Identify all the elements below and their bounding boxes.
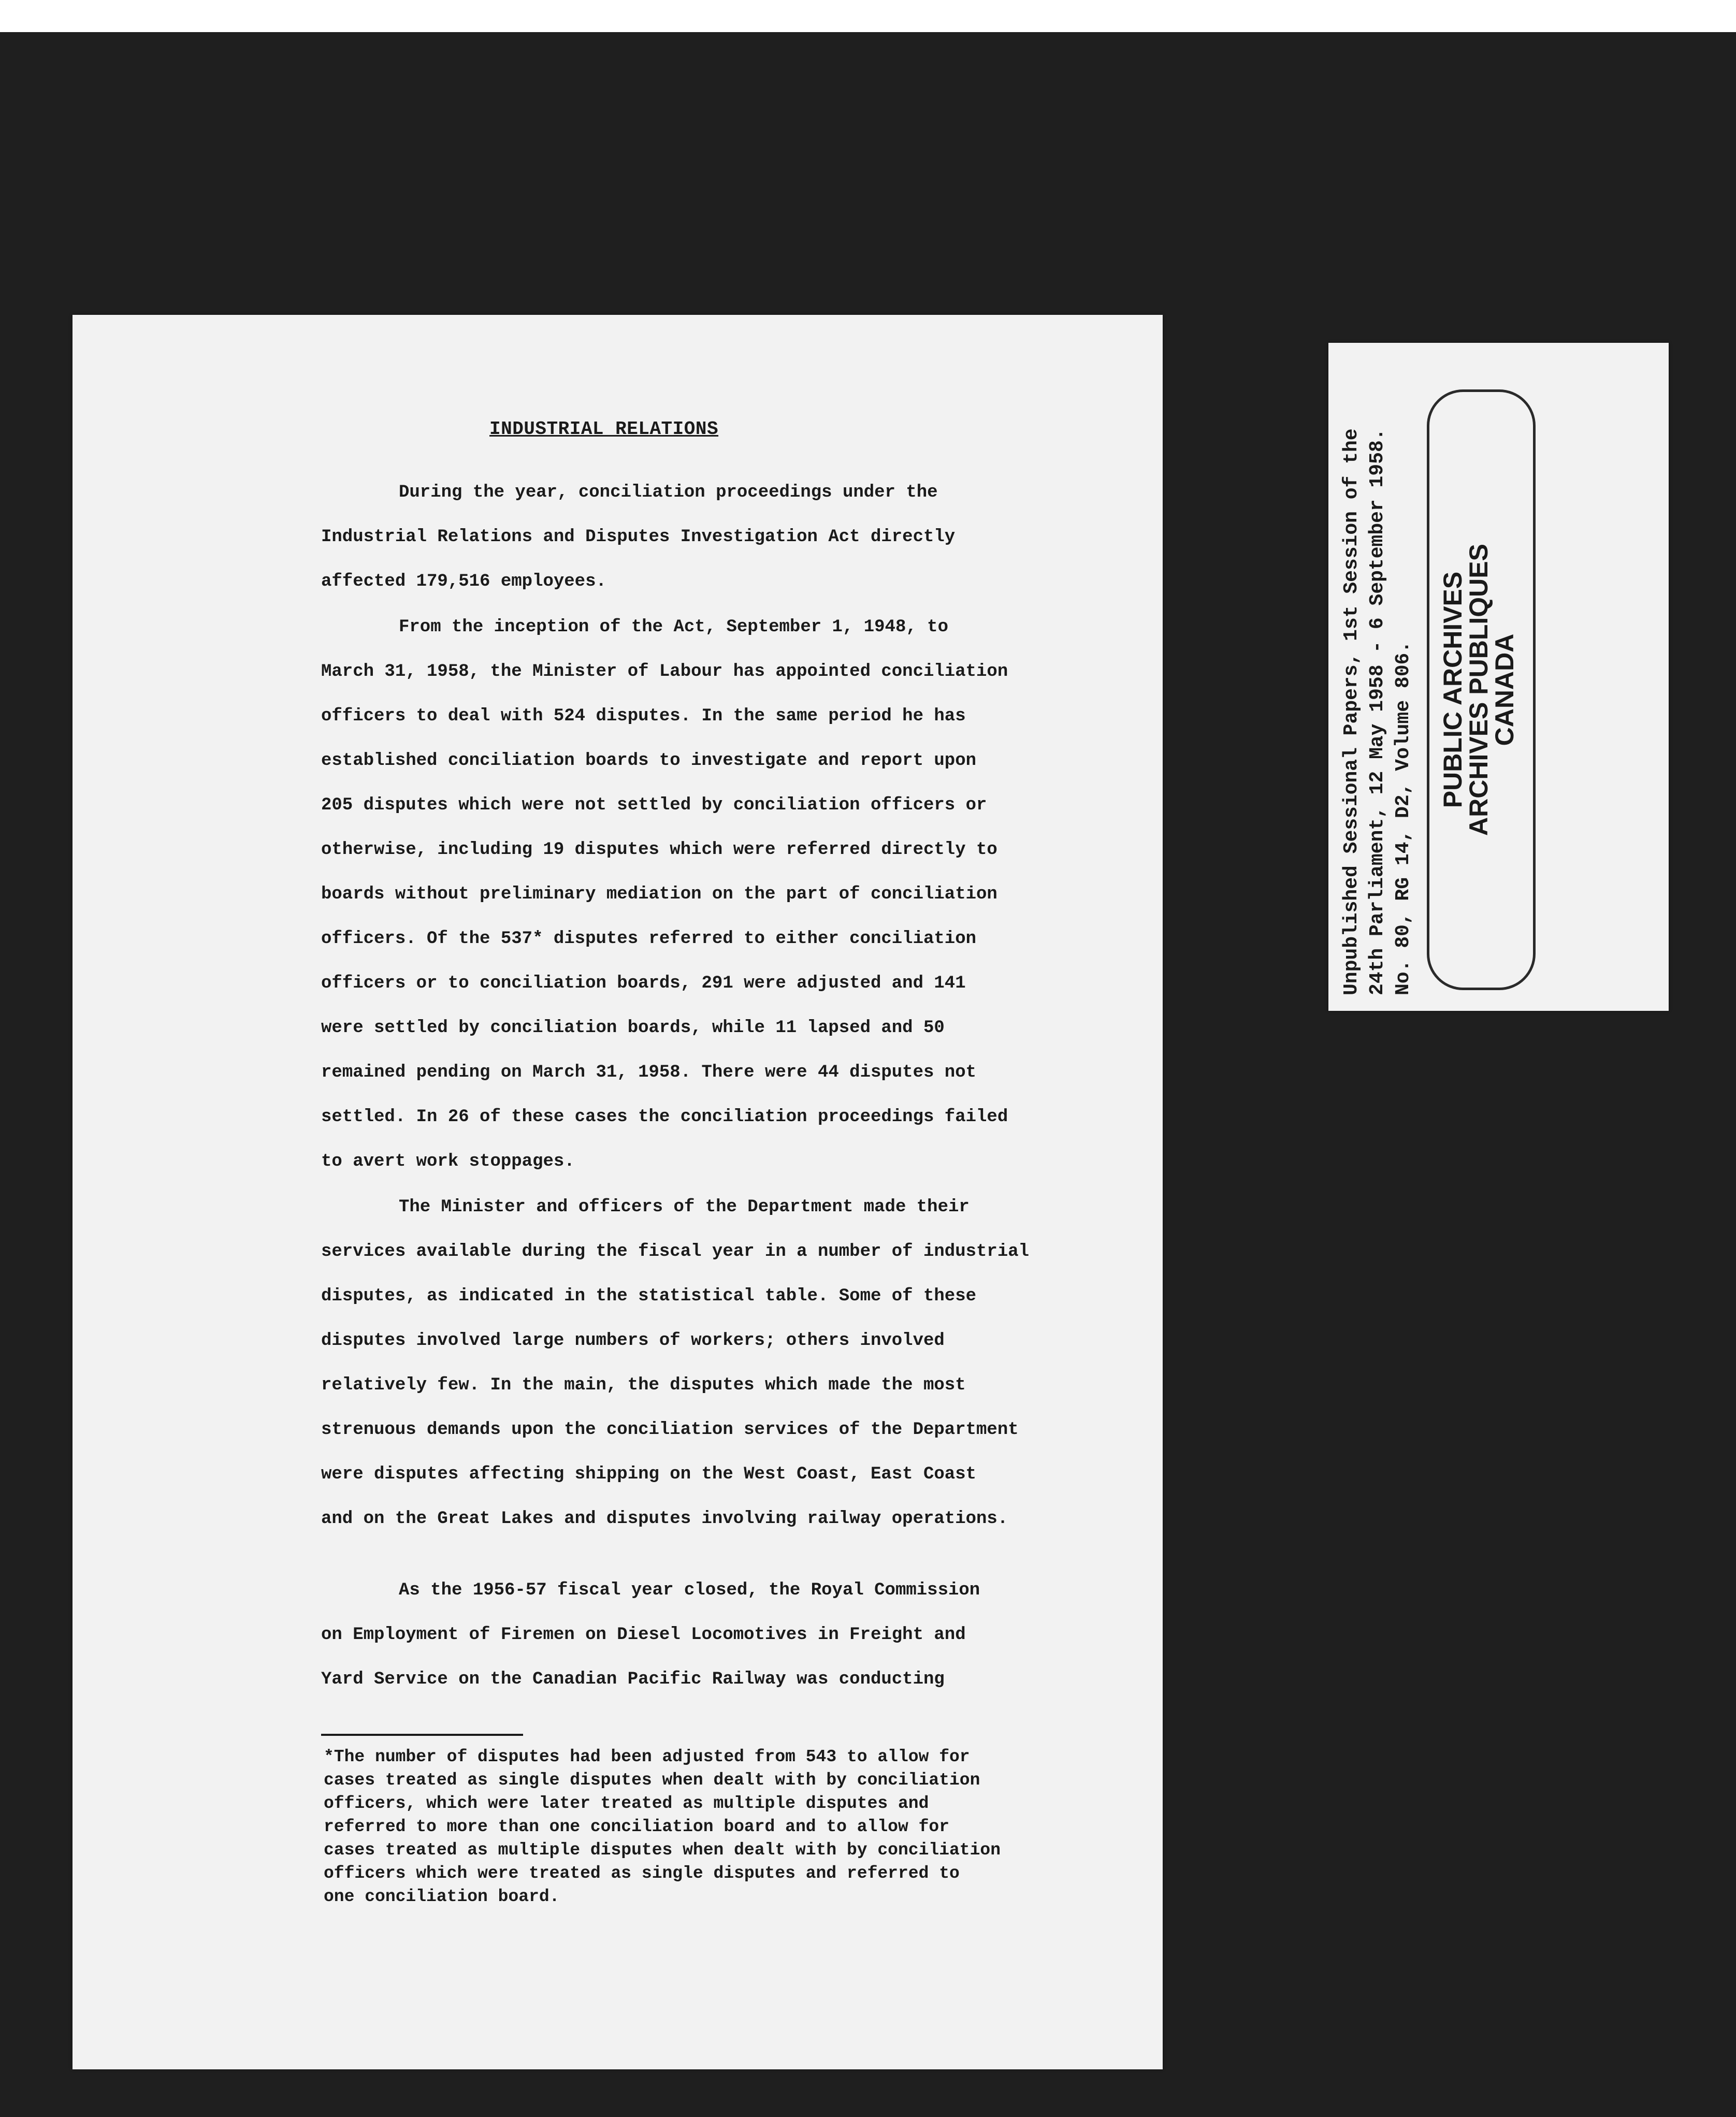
archive-label-content <box>1328 343 1669 1011</box>
text-line: Yard Service on the Canadian Pacific Railway was conducting <box>321 1670 945 1689</box>
citation-line: No. 80, RG 14, D2, Volume 806. <box>1392 641 1414 995</box>
text-line: strenuous demands upon the conciliation services of the Department <box>321 1420 1019 1440</box>
footnote-line: cases treated as single disputes when dealt with by conciliation <box>324 1771 980 1790</box>
text-line: established conciliation boards to investigate and report upon <box>321 751 977 771</box>
footnote <box>324 1745 1152 1908</box>
stamp-line: ARCHIVES PUBLIQUES <box>1464 544 1493 836</box>
footnote-line: *The number of disputes had been adjusted from 543 to allow for <box>324 1747 970 1766</box>
archives-stamp <box>1427 389 1536 990</box>
text-line: otherwise, including 19 disputes which were referred directly to <box>321 840 997 860</box>
stamp-line: CANADA <box>1490 633 1519 746</box>
text-line: were settled by conciliation boards, while 11 lapsed and 50 <box>321 1018 945 1038</box>
footnote-divider <box>321 1734 523 1736</box>
text-line: on Employment of Firemen on Diesel Locomotives in Freight and <box>321 1625 966 1645</box>
text-line: relatively few. In the main, the disputes which made the most <box>321 1375 966 1395</box>
paragraph-3 <box>321 1185 1170 1541</box>
text-line: were disputes affecting shipping on the West Coast, East Coast <box>321 1465 977 1484</box>
page-heading: INDUSTRIAL RELATIONS <box>489 418 719 440</box>
archive-label-card <box>1328 343 1669 1011</box>
footnote-line: one conciliation board. <box>324 1887 560 1906</box>
text-line: As the 1956-57 fiscal year closed, the Royal Commission <box>399 1581 980 1600</box>
text-line: officers to deal with 524 disputes. In the same period he has <box>321 706 966 726</box>
text-line: disputes, as indicated in the statistical table. Some of these <box>321 1286 977 1306</box>
text-line: The Minister and officers of the Department made their <box>399 1197 970 1217</box>
paragraph-2 <box>321 605 1170 1184</box>
footnote-line: cases treated as multiple disputes when dealt with by conciliation <box>324 1840 1001 1860</box>
citation-line: 24th Parliament, 12 May 1958 - 6 September 1958. <box>1366 428 1388 995</box>
stamp-line: PUBLIC ARCHIVES <box>1438 571 1467 808</box>
text-line: and on the Great Lakes and disputes involving railway operations. <box>321 1509 1008 1529</box>
archive-citation <box>1339 428 1416 995</box>
text-line: affected 179,516 employees. <box>321 572 606 591</box>
text-line: boards without preliminary mediation on the part of conciliation <box>321 885 997 904</box>
text-line: remained pending on March 31, 1958. There were 44 disputes not <box>321 1063 977 1082</box>
microfilm-background <box>0 32 1736 2117</box>
paragraph-4 <box>321 1568 1170 1702</box>
document-page <box>73 315 1163 2069</box>
text-line: 205 disputes which were not settled by conciliation officers or <box>321 795 987 815</box>
text-line: During the year, conciliation proceedings under the <box>399 483 938 502</box>
text-line: to avert work stoppages. <box>321 1152 575 1171</box>
citation-line: Unpublished Sessional Papers, 1st Session of the <box>1340 428 1363 995</box>
footnote-line: officers, which were later treated as multiple disputes and <box>324 1794 929 1813</box>
text-line: Industrial Relations and Disputes Investigation Act directly <box>321 527 956 547</box>
stamp-text <box>1440 392 1517 988</box>
text-line: disputes involved large numbers of workers; others involved <box>321 1331 945 1351</box>
paragraph-1 <box>321 470 1170 604</box>
text-line: settled. In 26 of these cases the conciliation proceedings failed <box>321 1107 1008 1127</box>
text-line: March 31, 1958, the Minister of Labour has appointed conciliation <box>321 662 1008 682</box>
footnote-line: referred to more than one conciliation board and to allow for <box>324 1817 949 1836</box>
text-line: services available during the fiscal year in a number of industrial <box>321 1242 1030 1262</box>
footnote-line: officers which were treated as single disputes and referred to <box>324 1864 960 1883</box>
text-line: officers. Of the 537* disputes referred to either conciliation <box>321 929 977 949</box>
text-line: officers or to conciliation boards, 291 were adjusted and 141 <box>321 974 966 993</box>
text-line: From the inception of the Act, September 1, 1948, to <box>399 617 948 637</box>
